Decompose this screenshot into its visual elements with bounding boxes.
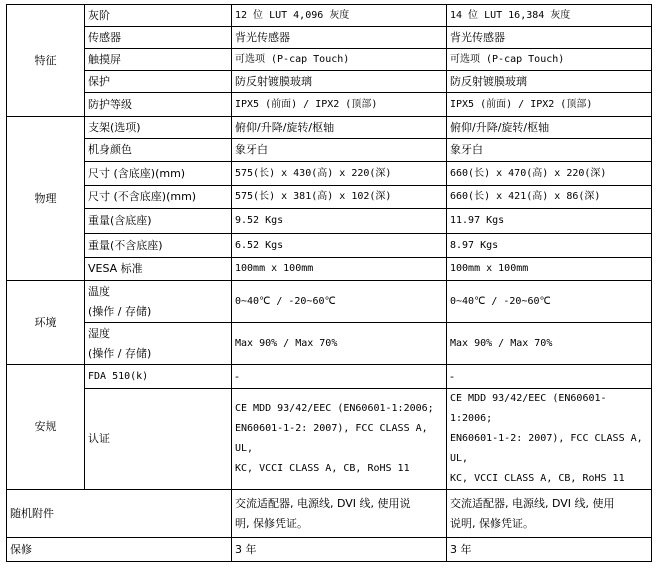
cell-value: 可选项 (P-cap Touch) bbox=[447, 49, 652, 71]
row-label: 防护等级 bbox=[85, 93, 232, 117]
category-environment: 环境 bbox=[7, 281, 85, 365]
cell-value: 防反射镀膜玻璃 bbox=[232, 71, 447, 93]
table-row bbox=[7, 258, 652, 281]
cell-value bbox=[447, 389, 652, 490]
cell-value: - bbox=[232, 365, 447, 389]
cell-value: 100mm x 100mm bbox=[232, 258, 447, 281]
table-row bbox=[7, 5, 652, 27]
cell-value: 575(长) x 430(高) x 220(深) bbox=[232, 162, 447, 186]
row-label bbox=[85, 281, 232, 323]
cell-value: 0~40℃ / -20~60℃ bbox=[232, 281, 447, 323]
row-label bbox=[85, 323, 232, 365]
table-row bbox=[7, 162, 652, 186]
category-safety: 安规 bbox=[7, 365, 85, 490]
cell-value: 俯仰/升降/旋转/枢轴 bbox=[447, 117, 652, 139]
category-accessories: 随机附件 bbox=[7, 490, 232, 538]
cell-value: 8.97 Kgs bbox=[447, 234, 652, 258]
cell-line: KC, VCCI CLASS A, CB, RoHS 11 bbox=[450, 473, 625, 484]
cell-value: 3 年 bbox=[232, 538, 447, 562]
row-label-line: 湿度 bbox=[88, 326, 110, 340]
cell-value: 象牙白 bbox=[232, 139, 447, 162]
cell-value: 11.97 Kgs bbox=[447, 209, 652, 234]
cell-line: 交流适配器, 电源线, DVI 线, 使用 bbox=[450, 496, 615, 510]
category-physical: 物理 bbox=[7, 117, 85, 281]
table-row bbox=[7, 71, 652, 93]
cell-line: 交流适配器, 电源线, DVI 线, 使用说 bbox=[235, 496, 411, 510]
cell-value: 9.52 Kgs bbox=[232, 209, 447, 234]
table-row bbox=[7, 49, 652, 71]
row-label-line: 温度 bbox=[88, 284, 110, 298]
cell-value: Max 90% / Max 70% bbox=[232, 323, 447, 365]
row-label: VESA 标准 bbox=[85, 258, 232, 281]
table-row bbox=[7, 27, 652, 49]
cell-value: 3 年 bbox=[447, 538, 652, 562]
cell-line: EN60601-1-2: 2007), FCC CLASS A, UL, bbox=[235, 423, 428, 454]
cell-value bbox=[447, 490, 652, 538]
table-row bbox=[7, 281, 652, 323]
cell-line: 明, 保修凭证。 bbox=[235, 516, 308, 530]
cell-value: 0~40℃ / -20~60℃ bbox=[447, 281, 652, 323]
table-row bbox=[7, 93, 652, 117]
spec-table bbox=[6, 4, 652, 562]
table-row bbox=[7, 490, 652, 538]
cell-line: EN60601-1-2: 2007), FCC CLASS A, UL, bbox=[450, 433, 643, 464]
row-label: 灰阶 bbox=[85, 5, 232, 27]
cell-value: 12 位 LUT 4,096 灰度 bbox=[232, 5, 447, 27]
table-row bbox=[7, 365, 652, 389]
cell-value: 背光传感器 bbox=[232, 27, 447, 49]
table-row bbox=[7, 538, 652, 562]
cell-value: IPX5 (前面) / IPX2 (顶部) bbox=[447, 93, 652, 117]
table-row bbox=[7, 117, 652, 139]
row-label: 触摸屏 bbox=[85, 49, 232, 71]
cell-value: 象牙白 bbox=[447, 139, 652, 162]
cell-value: 6.52 Kgs bbox=[232, 234, 447, 258]
row-label: 重量(含底座) bbox=[85, 209, 232, 234]
row-label-line: (操作 / 存储) bbox=[88, 346, 152, 360]
row-label-line: (操作 / 存储) bbox=[88, 304, 152, 318]
row-label: 支架(选项) bbox=[85, 117, 232, 139]
cell-value: IPX5 (前面) / IPX2 (顶部) bbox=[232, 93, 447, 117]
cell-line: 说明, 保修凭证。 bbox=[450, 516, 534, 530]
cell-value: Max 90% / Max 70% bbox=[447, 323, 652, 365]
table-row bbox=[7, 186, 652, 209]
category-features: 特征 bbox=[7, 5, 85, 117]
row-label: 保护 bbox=[85, 71, 232, 93]
row-label: 机身颜色 bbox=[85, 139, 232, 162]
cell-value: 660(长) x 421(高) x 86(深) bbox=[447, 186, 652, 209]
cell-line: CE MDD 93/42/EEC (EN60601-1:2006; bbox=[450, 393, 607, 424]
cell-value: - bbox=[447, 365, 652, 389]
cell-value bbox=[232, 490, 447, 538]
cell-line: CE MDD 93/42/EEC (EN60601-1:2006; bbox=[235, 403, 434, 414]
cell-value: 可选项 (P-cap Touch) bbox=[232, 49, 447, 71]
cell-value: 俯仰/升降/旋转/枢轴 bbox=[232, 117, 447, 139]
cell-value: 背光传感器 bbox=[447, 27, 652, 49]
row-label: 重量(不含底座) bbox=[85, 234, 232, 258]
row-label: FDA 510(k) bbox=[85, 365, 232, 389]
cell-value: 14 位 LUT 16,384 灰度 bbox=[447, 5, 652, 27]
cell-value: 575(长) x 381(高) x 102(深) bbox=[232, 186, 447, 209]
cell-value: 100mm x 100mm bbox=[447, 258, 652, 281]
row-label: 认证 bbox=[85, 389, 232, 490]
table-row bbox=[7, 389, 652, 490]
cell-value bbox=[232, 389, 447, 490]
category-warranty: 保修 bbox=[7, 538, 232, 562]
row-label: 尺寸 (含底座)(mm) bbox=[85, 162, 232, 186]
cell-line: KC, VCCI CLASS A, CB, RoHS 11 bbox=[235, 463, 410, 474]
table-row bbox=[7, 209, 652, 234]
row-label: 传感器 bbox=[85, 27, 232, 49]
row-label: 尺寸 (不含底座)(mm) bbox=[85, 186, 232, 209]
table-row bbox=[7, 234, 652, 258]
table-row bbox=[7, 139, 652, 162]
cell-value: 防反射镀膜玻璃 bbox=[447, 71, 652, 93]
table-row bbox=[7, 323, 652, 365]
cell-value: 660(长) x 470(高) x 220(深) bbox=[447, 162, 652, 186]
